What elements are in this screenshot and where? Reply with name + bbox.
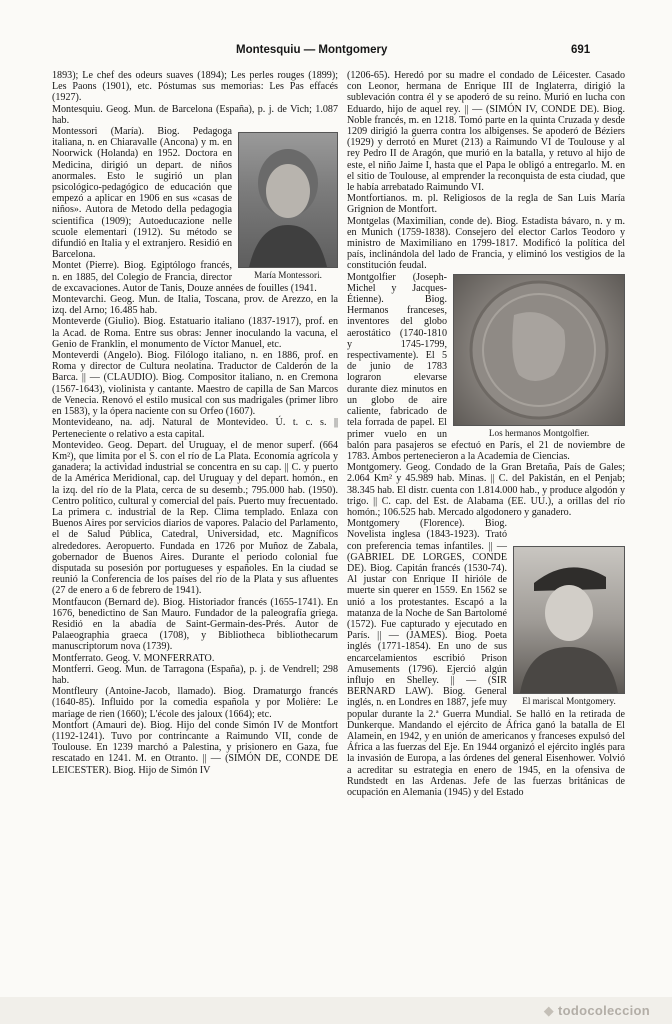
- entry-montfortianos: Montfortianos. m. pl. Religiosos de la regla de San Luis María Grignion de Montfort.: [347, 193, 625, 216]
- entry-text: 1893); Le chef des odeurs suaves (1894); Les perles rouges (1899); Les Paons (1901), etc. Póstumas sus memorias: Les Pas effacés (1927).: [52, 70, 338, 104]
- entry-montgomery-biog: Montgomery (Florence). Biog. Novelista inglesa (1843-1923). Trató con preferencia temas infantiles. || — (GABRIEL DE LORGES, CONDE DE). Biog. Capitán francés (1530-74). Al justar con Enrique II hirióle de muerte sin querer en 1559. En 1562 se unió a los protestantes. Escapó a la matanza de la Noche de San Bartolomé (1572). Fue capturado y ejecutado en París. || — (JAMES). Biog. Poeta inglés (1771-1854). En uno de sus encarcelamientos escribió Prison Amusements (1796). Ejerció algún influjo en Shelley. || — (SIR BERNARD LAW). Biog. General inglés, n. en Londres en 1887, jefe muy popular durante la 2.ª Guerra Mundial. Se halló en la retirada de Dunkerque. Mandando el ejército de África ganó la batalla de El Alamein, en 1942, y en unión de americanos y franceses expulsó del África a las fuerzas del Eje. En 1944 organizó el ejército inglés para la invasión de Europa, a las órdenes del general Eisenhower. Volvió a acreditar su estrategia en enero de 1945, en la ofensiva de Rundstedt en las Ardenas. Jefe de las fuerzas británicas de ocupación en Alemania (1945) y del Estado: [347, 518, 625, 798]
- running-head: Montesquiu — Montgomery: [236, 44, 388, 56]
- watermark-logo: ◆ todocoleccion: [543, 1003, 650, 1018]
- entry-montet: Montet (Pierre). Biog. Egiptólogo francés, n. en 1885, del Colegio de Francia, director de excavaciones. Autor de Tanis, Douze années de fouilles (1941.: [52, 260, 317, 294]
- page-number: 691: [571, 44, 591, 56]
- entry-monteverdi: Monteverdi (Angelo). Biog. Filólogo italiano, n. en 1886, prof. en Roma y director de Cultura neolatina. Traductor de Calderón de la Barca. || — (CLAUDIO). Biog. Compositor italiano, n. en Cremona (1567-1643), violinista y cantante. Maestro de capilla de San Marcos de Venecia. Renovó el estilo musical con sus madrigales (primer libro en 1583), y la ópera naciente con su Orfeo (1607).: [52, 350, 338, 418]
- caption-montgomery: El mariscal Montgomery.: [522, 696, 616, 707]
- medallion-photo: [453, 274, 625, 426]
- entry-montfleury: Montfleury (Antoine-Jacob, llamado). Biog. Dramaturgo francés (1640-85). Influido por la comedia española y por Molière: Le mariage de rien (1660); L'école des jaloux (1664); etc.: [52, 686, 338, 720]
- entry-montevideano: Montevideano, na. adj. Natural de Montevideo. Ú. t. c. s. || Perteneciente o relativo a esta capital.: [52, 417, 338, 440]
- entry-montfort-cont: (1206-65). Heredó por su madre el condado de Léicester. Casado con Leonor, hermana de Enrique III de Inglaterra, dirigió la sublevación contra él y se apoderó de su reino. Murió en lucha con Eduardo, hijo de aquel rey. || — (SIMÓN IV, CONDE DE). Biog. Noble francés, m. en 1218. Tomó parte en la quinta Cruzada y desde 1209 dirigió la guerra contra los albigenses. Se apoderó de Béziers (1929) y derrotó en Muret (213) a Raimundo VI de Toulouse y al rey Pedro II de Aragón, que murió en la batalla, y retuvo al hijo de este, el niño Jaime I, hasta que el Papa le obligó a entregarlo. M. en el sitio de Toulouse, al emprender la reconquista de esta ciudad, que le había arrebatado Raimundo VI.: [347, 70, 625, 194]
- entry-montessori: Montessori (María). Biog. Pedagoga italiana, n. en Chiaravalle (Ancona) y m. en Noorwick (Holanda) en 1952. Doctora en Medicina, dirigió un depart. de niños anormales. Esto le sugirió un plan psicológico-pedagógico de educación que empezó a aplicar en 1906 en sus «casas de niños». Autora de Metodo della pedagogia scientifica (1909); Autoeducazione nelle scuole elementari (1912). Su método se difundió en Italia y el extranjero. Residió en Barcelona.: [52, 126, 232, 261]
- entry-montevideo: Montevideo. Geog. Depart. del Uruguay, el de menor superf. (664 Km²), que limita por el S. con el río de La Plata. Economía agrícola y ganadera; la actividad industrial se concentra en su cap. || C. y puerto de la América Meridional, cap. del Uruguay y del depart. homón., en la izq. del río de la Plata, cerca de su desemb.; 795.000 hab. (1950). Centro político, cultural y comercial del país. Puerto muy frecuentado. La primera c. industrial de la Rep. Clima templado. Enlaza con Buenos Aires por servicios diarios de vapores. Palacio del Parlamento, el de Salud Pública, Catedral, Universidad, etc. Magníficos alrededores. Aeropuerto. Fundada en 1726 por Muñoz de Zabala, gobernador de Buenos Aires. Durante el periodo colonial fue disputada su posesión por portugueses y españoles. En la ciudad se reunió la Conferencia de los países del río de la Plata y sus afluentes (27 de enero a 6 de febrero de 1941).: [52, 439, 338, 597]
- entry-montfaucon: Montfaucon (Bernard de). Biog. Historiador francés (1655-1741). En 1676, benedictino de San Mauro. Fundador de la paleografía griega. Residió en la abadía de Saint-Germain-des-Prés. Autor de Palaeographia graeca (1708), y Bibliotheca bibliothecarum manuscriptorum nova (1739).: [52, 596, 338, 653]
- entry-monteverde: Monteverde (Giulio). Biog. Estatuario italiano (1837-1917), prof. en la Acad. de Roma. Entre sus obras: Jenner inoculando la vacuna, el Genio de Franklin, el monumento de Víctor Manuel, etc.: [52, 316, 338, 350]
- caption-montgolfier: Los hermanos Montgolfier.: [488, 427, 590, 438]
- entry-montgolfier: Montgolfier (Joseph-Michel y Jacques-Étienne). Biog. Hermanos franceses, inventores del globo aerostático (1740-1810 y 1745-1799, respectivamente). El 5 de junio de 1783 lograron elevarse durante diez minutos en un globo de aire caliente, fabricado de tela forrada de papel. El primer vuelo en un balón para pasajeros se efectuó en París, el 21 de noviembre de 1783. Ambos pertenecieron a la Academia de Ciencias.: [347, 271, 625, 462]
- entry-montgomery-geog: Montgomery. Geog. Condado de la Gran Bretaña, País de Gales; 2.064 Km² y 45.989 hab. Minas. || C. del Pakistán, en el Penjab; 38.345 hab. El distr. cuenta con 1.814.000 hab., y produce algodón y trigo. || C. cap. del Est. de Alabama (EE. UU.), a orillas del río homón.; 106.525 hab. Mercado algodonero y ganadero.: [347, 462, 625, 518]
- page-header: [0, 44, 672, 60]
- entry-montgelas: Montgelas (Maximilian, conde de). Biog. Estadista bávaro, n. y m. en Munich (1759-1838). Consejero del elector Carlos Teodoro y ministro de Maximiliano en 1799-1817. Modificó la política del país, inclinándola del lado de Francia, y eliminó los vestigios de la constitución feudal.: [347, 215, 625, 272]
- figure-montgolfier: [453, 274, 625, 438]
- entry-montevarchi: Montevarchi. Geog. Mun. de Italia, Toscana, prov. de Arezzo, en la izq. del Arno; 16.485 hab.: [52, 294, 338, 317]
- footer-bar: [0, 997, 672, 1024]
- left-column: [52, 70, 338, 776]
- caption-montessori: María Montessori.: [254, 270, 322, 281]
- entry-montferrato: Montferrato. Geog. V. MONFERRATO.: [52, 652, 215, 664]
- figure-montessori: [238, 132, 338, 280]
- figure-montgomery: [513, 546, 625, 706]
- portrait-photo: [238, 132, 338, 268]
- entry-montesquiu: Montesquiu. Geog. Mun. de Barcelona (España), p. j. de Vich; 1.087 hab.: [52, 103, 338, 126]
- watermark-text: todocoleccion: [557, 1003, 650, 1018]
- right-column: [347, 70, 625, 798]
- entry-montfort: Montfort (Amauri de). Biog. Hijo del conde Simón IV de Montfort (1192-1241). Tuvo por contrincante a Raimundo VII, conde de Toulouse. En 1239 marchó a Palestina, y prisionero en Gaza, fue rescatado en 1241. M. en Otranto. || — (SIMÓN DE, CONDE DE LEICESTER). Biog. Hijo de Simón IV: [52, 719, 338, 776]
- portrait-photo-montgomery: [513, 546, 625, 694]
- entry-montferri: Montferri. Geog. Mun. de Tarragona (España), p. j. de Vendrell; 298 hab.: [52, 663, 338, 686]
